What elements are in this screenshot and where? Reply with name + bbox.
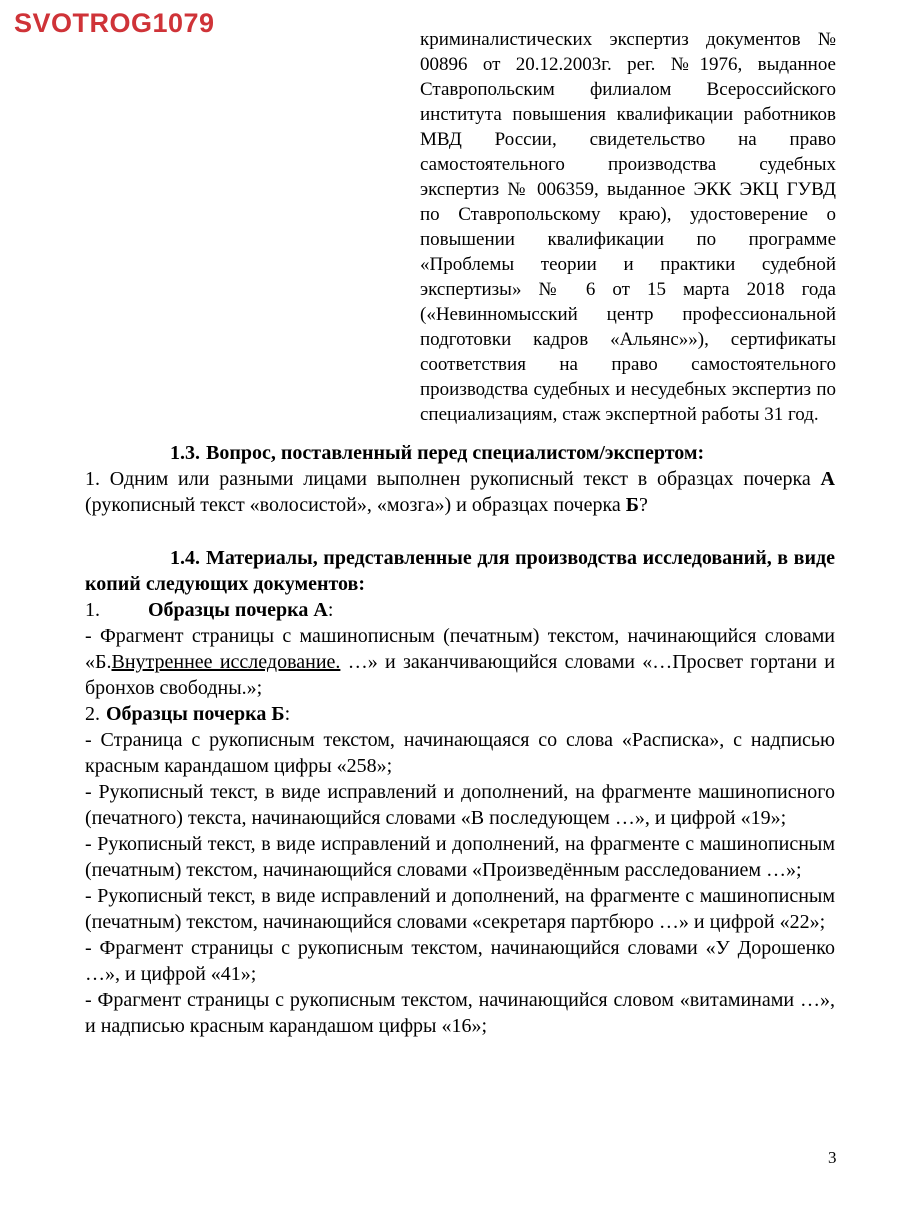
list-b-heading [85,701,835,727]
list-a-heading [85,597,835,623]
section-1-4-heading [85,545,835,597]
sample-a-label: А [820,468,835,490]
list-a-item [85,623,835,701]
list-b-colon: : [284,703,291,725]
list-item: - Страница с рукописным текстом, начинающаяся со слова «Расписка», с надписью красным карандашом цифры «258»; [85,729,835,777]
section-1-3-question [85,466,835,518]
list-a-colon: : [327,599,334,621]
list-b-label: Образцы почерка Б [106,703,285,725]
credentials-paragraph: криминалистических экспертиз документов № 00896 от 20.12.2003г. рег. №1976, выданное Ставропольским филиалом Всероссийского института повышения квалификации работников МВД России, свидетельство на право самостоятельного производства судебных экспертиз № 006359, выданное ЭКК ЭКЦ ГУВД по Ставропольскому краю), удостоверение о повышении квалификации по программе «Проблемы теории и практики судебной экспертизы» № 6 от 15 марта 2018 года («Невинномысский центр профессиональной подготовки кадров «Альянс»»), сертификаты соответствия на право самостоятельного производства судебных и несудебных экспертиз по специализациям, стаж экспертной работы 31 год. [420,29,836,425]
list-b-number: 2. [85,703,100,725]
list-item: - Фрагмент страницы с рукописным текстом, начинающийся словами «У Дорошенко …», и цифрой «41»; [85,937,835,985]
list-a-item-suffix: …» и заканчивающийся словами «…Просвет гортани и бронхов свободны.»; [85,651,835,699]
list-a-number: 1. [85,599,100,621]
question-suffix: ? [639,494,648,516]
list-item: - Рукописный текст, в виде исправлений и дополнений, на фрагменте с машинописным (печатным) текстом, начинающийся словами «секретаря партбюро …» и цифрой «22»; [85,885,835,933]
section-gap [85,518,835,545]
question-prefix: 1. Одним или разными лицами выполнен рукописный текст в образцах почерка [85,468,821,490]
main-content [85,440,835,1039]
list-item: - Рукописный текст, в виде исправлений и дополнений, на фрагменте с машинописным (печатным) текстом, начинающийся словами «Произведённым расследованием …»; [85,833,835,881]
sample-b-label: Б [625,494,640,516]
list-a-item-prefix: - Фрагмент страницы с машинописным (печатным) текстом, начинающийся словами «Б. [85,625,835,673]
section-1-3-title: Вопрос, поставленный перед специалистом/экспертом: [206,442,705,464]
question-middle: (рукописный текст «волосистой», «мозга») и образцах почерка [85,494,626,516]
section-1-3-heading [85,440,835,466]
list-a-label: Образцы почерка А [148,599,328,621]
list-item: - Фрагмент страницы с рукописным текстом, начинающийся словом «витаминами …», и надписью красным карандашом цифры «16»; [85,989,835,1037]
watermark-text: SVOTROG1079 [14,8,215,38]
section-1-3-number: 1.3. [170,442,200,464]
list-item: - Рукописный текст, в виде исправлений и дополнений, на фрагменте машинописного (печатного) текста, начинающийся словами «В последующем …», и цифрой «19»; [85,781,835,829]
page-number: 3 [828,1148,837,1167]
section-1-4-number: 1.4. [170,547,200,569]
list-a-item-underlined: Внутреннее исследование. [111,651,341,673]
section-1-4-title: Материалы, представленные для производства исследований, в виде копий следующих документов: [85,547,835,595]
